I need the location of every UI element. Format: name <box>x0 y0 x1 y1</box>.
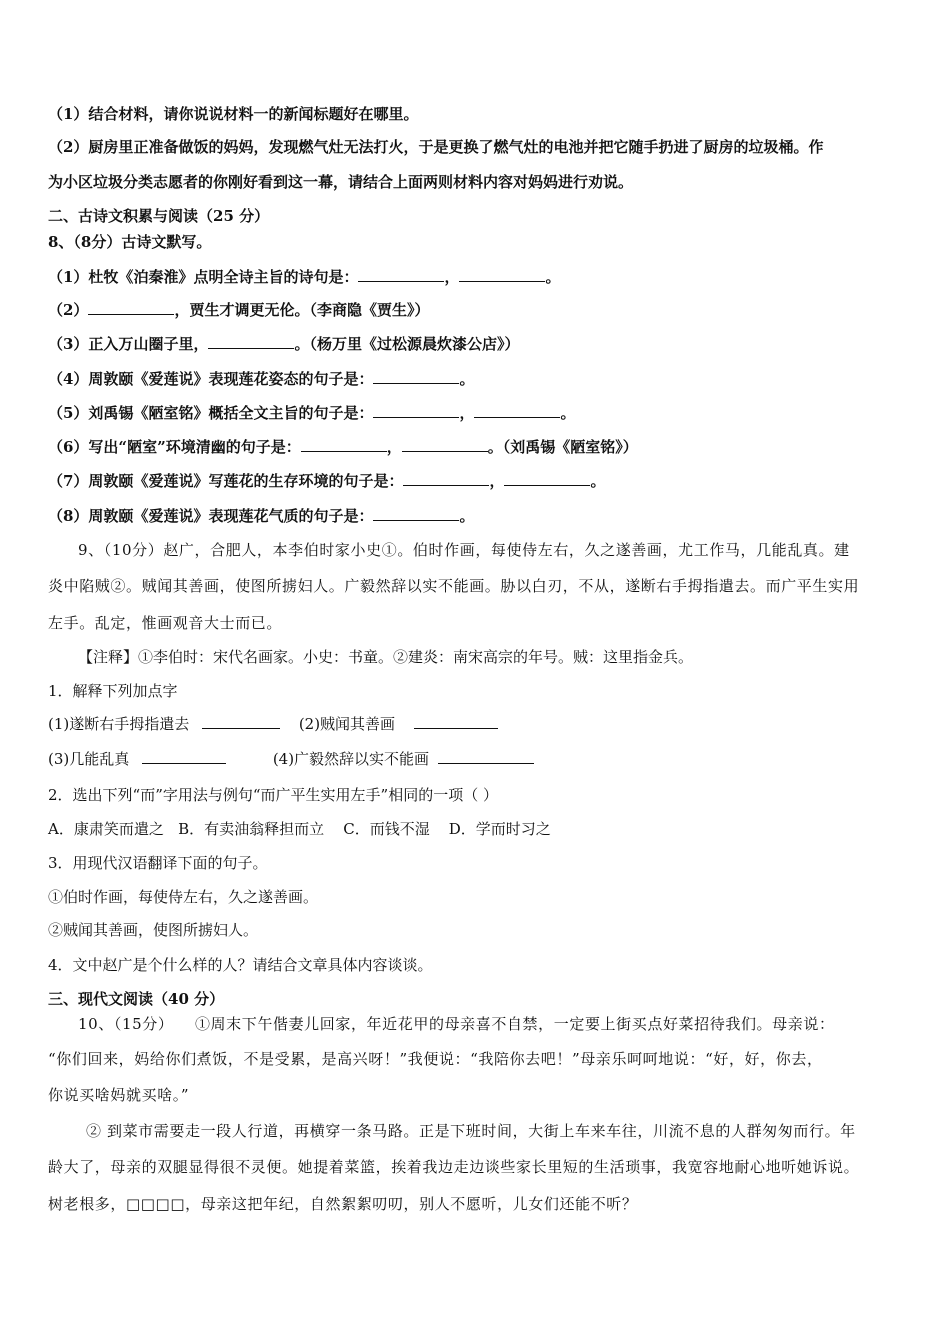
poem-item-1-prompt: （1）杜牧《泊秦淮》点明全诗主旨的诗句是： <box>48 268 359 286</box>
q9-sub1-item-c: (3)几能乱真 <box>48 750 130 768</box>
poem-item-8 <box>48 506 910 526</box>
answer-blank[interactable] <box>504 471 590 486</box>
q9-sub2-options: A．康肃笑而遣之 B．有卖油翁释担而立 C．而钱不湿 D．学而时习之 <box>48 820 551 838</box>
answer-blank[interactable] <box>414 714 498 729</box>
answer-blank[interactable] <box>474 403 560 418</box>
poem-item-7-prompt: （7）周敦颐《爱莲说》写莲花的生存环境的句子是： <box>48 472 404 490</box>
q10-para1-line1: 10、（15分） ①周末下午偕妻儿回家，年近花甲的母亲喜不自禁，一定要上街买点好菜招待我们。母亲说： <box>78 1015 835 1033</box>
q9-sub3-sentence-2: ②贼闻其善画，使图所掳妇人。 <box>48 921 259 939</box>
q10-para2-line3: 树老根多，□□□□，母亲这把年纪，自然絮絮叨叨，别人不愿听，儿女们还能不听？ <box>48 1195 638 1213</box>
poem-item-4-prompt: （4）周敦颐《爱莲说》表现莲花姿态的句子是： <box>48 370 374 388</box>
q9-sub1-row2 <box>48 749 910 769</box>
q9-passage-line1: 9、（10分）赵广，合肥人，本李伯时家小史①。伯时作画，每使侍左右，久之遂善画，尤工作马，几能乱真。建 <box>78 541 850 559</box>
question-2-line2: 为小区垃圾分类志愿者的你刚好看到这一幕，请结合上面两则材料内容对妈妈进行劝说。 <box>48 173 634 191</box>
question-1-text: （1）结合材料，请你说说材料一的新闻标题好在哪里。 <box>48 105 419 123</box>
poem-item-2-end: ，贾生才调更无伦。（李商隐《贾生》） <box>174 301 430 319</box>
answer-blank[interactable] <box>358 267 444 282</box>
section-2-heading: 二、古诗文积累与阅读（25 分） <box>48 207 270 225</box>
q9-sub4-title: 4．文中赵广是个什么样的人？请结合文章具体内容谈谈。 <box>48 956 433 974</box>
answer-blank[interactable] <box>142 749 226 764</box>
poem-item-1-sep: ， <box>444 268 460 286</box>
q10-para1-line2: “你们回来，妈给你们煮饭，不是受累，是高兴呀！”我便说：“我陪你去吧！”母亲乐呵呵地说：“好，好，你去， <box>48 1050 823 1068</box>
answer-blank[interactable] <box>208 334 294 349</box>
q9-sub1-item-b: (2)贼闻其善画 <box>298 715 396 733</box>
poem-item-6 <box>48 437 910 457</box>
q9-sub3-title: 3．用现代汉语翻译下面的句子。 <box>48 854 268 872</box>
poem-item-7-end: 。 <box>590 472 606 490</box>
answer-blank[interactable] <box>373 369 459 384</box>
question-8-title-text: 8、（8分）古诗文默写。 <box>48 233 212 251</box>
poem-item-5 <box>48 403 910 423</box>
poem-item-5-end: 。 <box>560 404 576 422</box>
q10-para2-line1: ② 到菜市需要走一段人行道，再横穿一条马路。正是下班时间，大街上车来车往，川流不息的人群匆匆而行。年 <box>86 1122 856 1140</box>
answer-blank[interactable] <box>88 300 174 315</box>
poem-item-4-end: 。 <box>459 370 475 388</box>
poem-item-3-prompt: （3）正入万山圈子里， <box>48 335 209 353</box>
poem-item-8-end: 。 <box>459 507 475 525</box>
q10-para1-line3: 你说买啥妈就买啥。” <box>48 1086 190 1104</box>
poem-item-6-prompt: （6）写出“陋室”环境清幽的句子是： <box>48 438 301 456</box>
poem-item-1-end: 。 <box>545 268 561 286</box>
answer-blank[interactable] <box>373 506 459 521</box>
poem-item-3 <box>48 334 910 354</box>
poem-item-5-prompt: （5）刘禹锡《陋室铭》概括全文主旨的句子是： <box>48 404 374 422</box>
poem-item-4 <box>48 369 910 389</box>
answer-blank[interactable] <box>402 437 488 452</box>
poem-item-7-sep: ， <box>489 472 505 490</box>
answer-blank[interactable] <box>459 267 545 282</box>
poem-item-3-end: 。（杨万里《过松源晨炊漆公店》） <box>294 335 520 353</box>
question-2-line1: （2）厨房里正准备做饭的妈妈，发现燃气灶无法打火，于是更换了燃气灶的电池并把它随手扔进了厨房的垃圾桶。作 <box>48 138 824 156</box>
answer-blank[interactable] <box>438 749 534 764</box>
q9-sub1-row1 <box>48 714 910 734</box>
poem-item-8-prompt: （8）周敦颐《爱莲说》表现莲花气质的句子是： <box>48 507 374 525</box>
answer-blank[interactable] <box>202 714 280 729</box>
q9-passage-line2: 炎中陷贼②。贼闻其善画，使图所掳妇人。广毅然辞以实不能画。胁以白刃，不从，遂断右手拇指遣去。而广平生实用 <box>48 577 860 595</box>
section-3-heading: 三、现代文阅读（40 分） <box>48 990 225 1008</box>
poem-item-5-sep: ， <box>459 404 475 422</box>
poem-item-7 <box>48 471 910 491</box>
q9-sub1-item-a: (1)遂断右手拇指遣去 <box>48 715 190 733</box>
answer-blank[interactable] <box>301 437 387 452</box>
q9-sub3-sentence-1: ①伯时作画，每使侍左右，久之遂善画。 <box>48 888 319 906</box>
q9-sub2-title: 2．选出下列“而”字用法与例句“而广平生实用左手”相同的一项（ ） <box>48 786 498 804</box>
q9-passage-line3: 左手。乱定，惟画观音大士而已。 <box>48 614 283 632</box>
poem-item-1 <box>48 267 910 287</box>
poem-item-6-sep: ， <box>386 438 402 456</box>
q9-sub1-item-d: (4)广毅然辞以实不能画 <box>272 750 430 768</box>
poem-item-2 <box>48 300 910 320</box>
question-8-title <box>48 232 910 252</box>
answer-blank[interactable] <box>373 403 459 418</box>
q9-note: 【注释】①李伯时：宋代名画家。小史：书童。②建炎：南宋高宗的年号。贼：这里指金兵。 <box>78 648 694 666</box>
poem-item-6-end: 。（刘禹锡《陋室铭》） <box>487 438 638 456</box>
q9-sub1-title: 1．解释下列加点字 <box>48 682 178 700</box>
q10-para2-line2: 龄大了，母亲的双腿显得很不灵便。她提着菜篮，挨着我边走边谈些家长里短的生活琐事，我宽容地耐心地听她诉说。 <box>48 1158 860 1176</box>
poem-item-2-prompt: （2） <box>48 301 89 319</box>
answer-blank[interactable] <box>403 471 489 486</box>
